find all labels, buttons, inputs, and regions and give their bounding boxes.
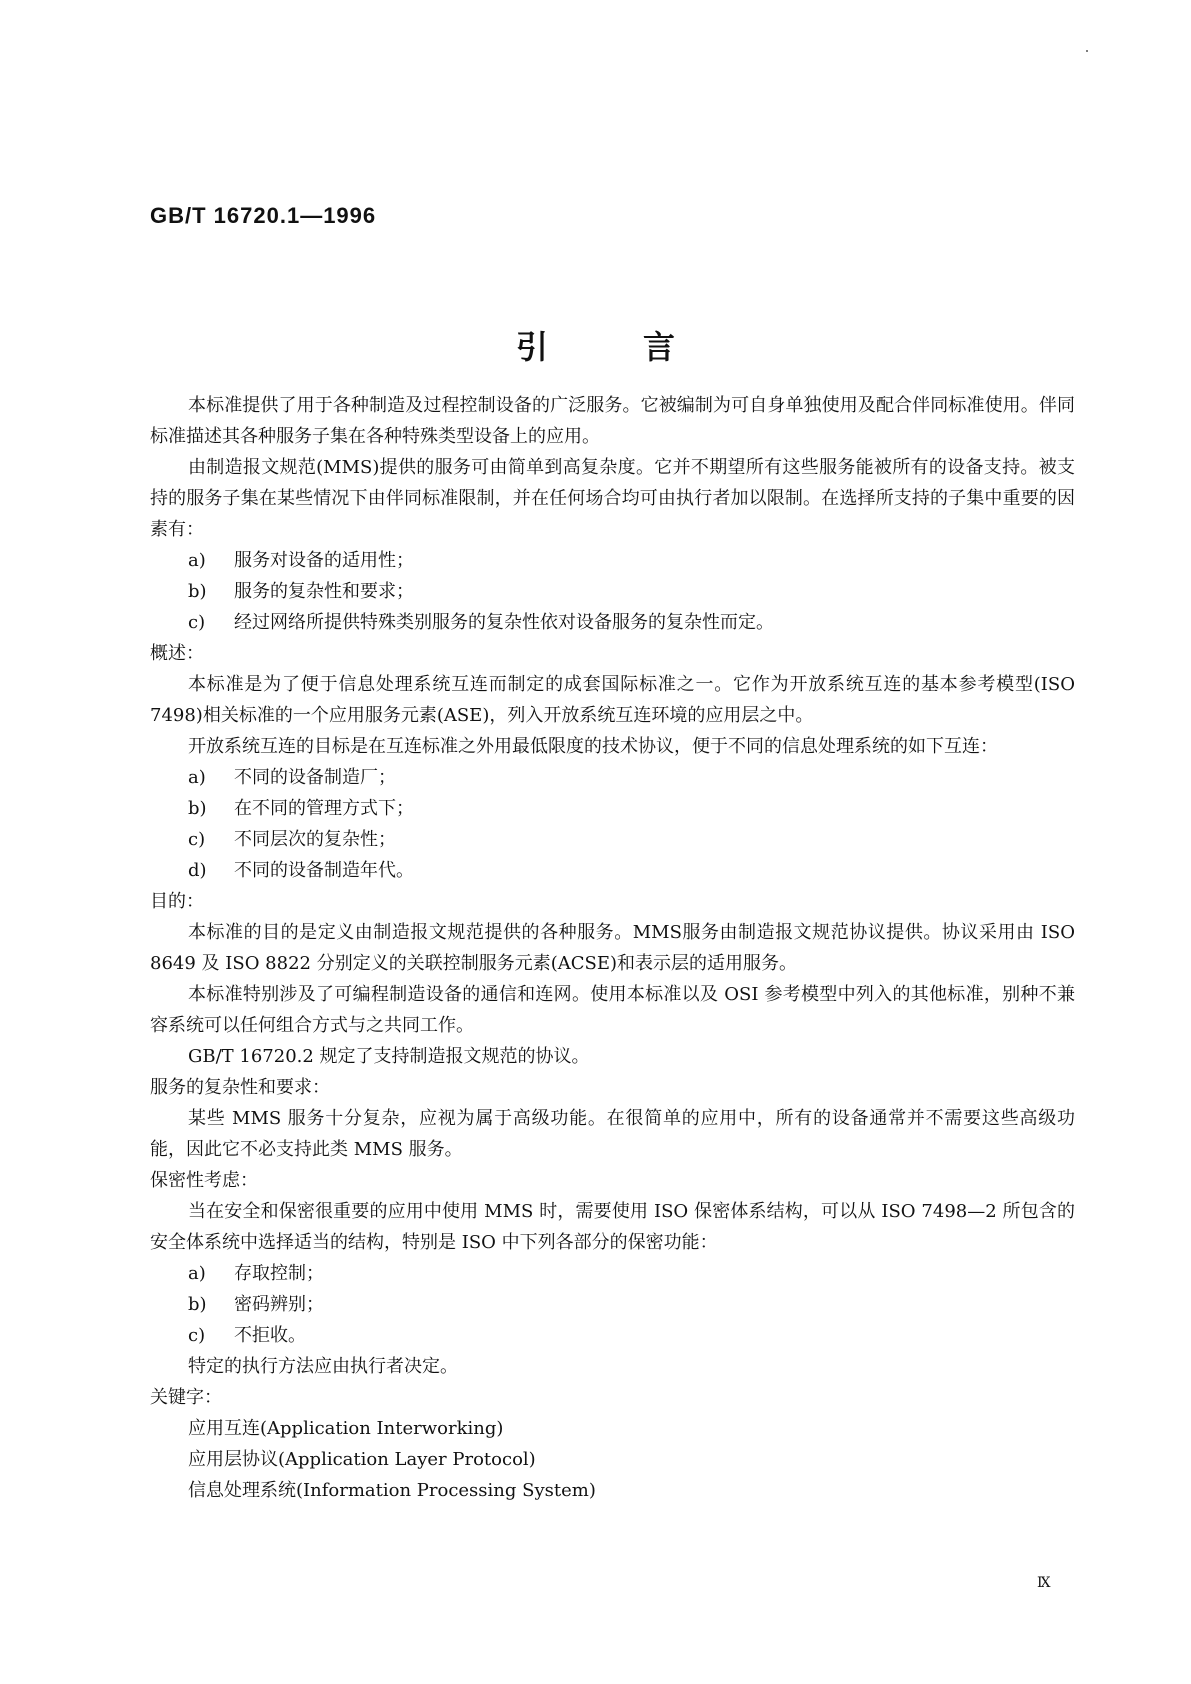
list-item-text: 密码辨别；: [234, 1294, 324, 1315]
paragraph: 本标准特别涉及了可编程制造设备的通信和连网。使用本标准以及 OSI 参考模型中列入的其他标准，别种不兼容系统可以任何组合方式与之共同工作。: [150, 984, 1075, 1036]
list-item-marker: c): [188, 1325, 206, 1346]
title-char-1: 引: [515, 328, 548, 366]
list-item-text: 不同的设备制造年代。: [234, 860, 414, 881]
paragraph: 应用互连(Application Interworking): [188, 1418, 504, 1439]
list-item-text: 不同层次的复杂性；: [234, 829, 396, 850]
paragraph: 本标准是为了便于信息处理系统互连而制定的成套国际标准之一。它作为开放系统互连的基本参考模型(ISO 7498)相关标准的一个应用服务元素(ASE)，列入开放系统互连环境的应用层之中。: [150, 674, 1075, 726]
list-item: [150, 824, 1075, 855]
paragraph: 由制造报文规范(MMS)提供的服务可由简单到高复杂度。它并不期望所有这些服务能被所有的设备支持。被支持的服务子集在某些情况下由伴同标准限制，并在任何场合均可由执行者加以限制。在选择所支持的子集中重要的因素有：: [150, 457, 1075, 540]
list-item-marker: a): [188, 767, 206, 788]
list-item-text: 服务的复杂性和要求；: [234, 581, 414, 602]
list-item: [150, 576, 1075, 607]
list-item-text: 不同的设备制造厂；: [234, 767, 396, 788]
paragraph: 应用层协议(Application Layer Protocol): [188, 1449, 536, 1470]
paragraph: 信息处理系统(Information Processing System): [188, 1480, 596, 1501]
list-item-marker: c): [188, 612, 206, 633]
title-char-2: 言: [643, 328, 676, 366]
list-item-marker: c): [188, 829, 206, 850]
list-item-text: 在不同的管理方式下；: [234, 798, 414, 819]
list-item: [150, 1258, 1075, 1289]
page-title: [0, 322, 1191, 368]
paragraph: 本标准提供了用于各种制造及过程控制设备的广泛服务。它被编制为可自身单独使用及配合伴同标准使用。伴同标准描述其各种服务子集在各种特殊类型设备上的应用。: [150, 395, 1075, 447]
scan-speck: [1086, 50, 1088, 52]
paragraph: 某些 MMS 服务十分复杂，应视为属于高级功能。在很简单的应用中，所有的设备通常并不需要这些高级功能，因此它不必支持此类 MMS 服务。: [150, 1108, 1075, 1160]
list-item: [150, 855, 1075, 886]
list-item: [150, 1320, 1075, 1351]
paragraph: GB/T 16720.2 规定了支持制造报文规范的协议。: [188, 1046, 590, 1067]
section-heading: 概述：: [150, 643, 204, 664]
list-item-text: 存取控制；: [234, 1263, 324, 1284]
standard-number: GB/T 16720.1—1996: [150, 203, 377, 228]
paragraph: 本标准的目的是定义由制造报文规范提供的各种服务。MMS服务由制造报文规范协议提供。协议采用由 ISO 8649 及 ISO 8822 分别定义的关联控制服务元素(ACSE)和表示层的适用服务。: [150, 922, 1075, 974]
paragraph: 特定的执行方法应由执行者决定。: [188, 1356, 458, 1377]
list-item: [150, 1289, 1075, 1320]
section-heading: 服务的复杂性和要求：: [150, 1077, 330, 1098]
section-heading: 目的：: [150, 891, 204, 912]
list-item: [150, 762, 1075, 793]
list-item: [150, 545, 1075, 576]
section-heading: 保密性考虑：: [150, 1170, 258, 1191]
section-heading: 关键字：: [150, 1387, 222, 1408]
paragraph: 当在安全和保密很重要的应用中使用 MMS 时，需要使用 ISO 保密体系结构，可以从 ISO 7498—2 所包含的安全体系统中选择适当的结构，特别是 ISO 中下列各部分的保密功能：: [150, 1201, 1075, 1253]
list-item-marker: a): [188, 550, 206, 571]
list-item-marker: a): [188, 1263, 206, 1284]
paragraph: 开放系统互连的目标是在互连标准之外用最低限度的技术协议，便于不同的信息处理系统的如下互连：: [188, 736, 998, 757]
list-item-marker: d): [188, 860, 207, 881]
list-item: [150, 607, 1075, 638]
list-item: [150, 793, 1075, 824]
document-body: [150, 390, 1075, 1506]
list-item-marker: b): [188, 581, 207, 602]
list-item-text: 不拒收。: [234, 1325, 306, 1346]
list-item-marker: b): [188, 798, 207, 819]
list-item-text: 服务对设备的适用性；: [234, 550, 414, 571]
list-item-marker: b): [188, 1294, 207, 1315]
list-item-text: 经过网络所提供特殊类别服务的复杂性依对设备服务的复杂性而定。: [234, 612, 774, 633]
page-number: Ⅸ: [1037, 1575, 1051, 1591]
